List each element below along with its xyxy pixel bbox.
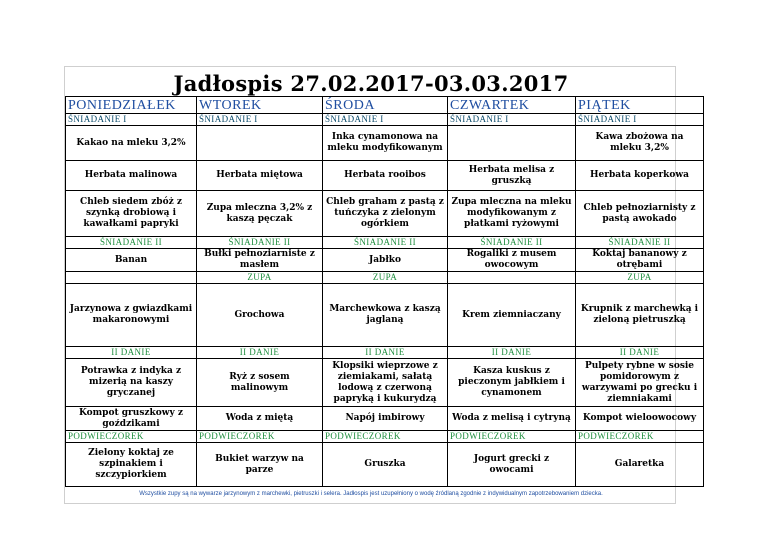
- meal-cell: Grochowa: [197, 284, 323, 347]
- section-label-afternoon-snack: PODWIECZOREK: [448, 431, 576, 443]
- meal-cell: Napój imbirowy: [323, 407, 448, 431]
- day-header-row: [66, 97, 704, 114]
- meal-cell: Chleb pełnoziarnisty z pastą awokado: [576, 191, 704, 237]
- section-label-afternoon-snack: PODWIECZOREK: [323, 431, 448, 443]
- section-label-soup: [66, 272, 197, 284]
- meal-cell: Kompot wieloowocowy: [576, 407, 704, 431]
- meal-cell: Ryż z sosem malinowym: [197, 359, 323, 407]
- meal-cell: Inka cynamonowa na mleku modyfikowanym: [323, 126, 448, 161]
- day-thursday: CZWARTEK: [448, 97, 576, 114]
- meal-cell: Chleb siedem zbóż z szynką drobiową i kawałkami papryki: [66, 191, 197, 237]
- meal-row: [66, 161, 704, 191]
- section-label-soup: ZUPA: [576, 272, 704, 284]
- meal-cell: Bułki pełnoziarniste z masłem: [197, 249, 323, 272]
- section-label-breakfast-1: ŚNIADANIE I: [576, 114, 704, 126]
- menu-page: [64, 66, 699, 504]
- meal-cell: Potrawka z indyka z mizerią na kaszy gryczanej: [66, 359, 197, 407]
- meal-cell: Koktaj bananowy z otrębami: [576, 249, 704, 272]
- meal-row: [66, 126, 704, 161]
- section-label-breakfast-2: ŚNIADANIE II: [448, 237, 576, 249]
- meal-cell: Zielony koktaj ze szpinakiem i szczypiorkiem: [66, 443, 197, 487]
- section-row-breakfast-2: [66, 237, 704, 249]
- section-row-afternoon-snack: [66, 431, 704, 443]
- section-label-breakfast-2: ŚNIADANIE II: [323, 237, 448, 249]
- section-label-breakfast-2: ŚNIADANIE II: [197, 237, 323, 249]
- day-wednesday: ŚRODA: [323, 97, 448, 114]
- section-label-main-course: II DANIE: [576, 347, 704, 359]
- section-row-main-course: [66, 347, 704, 359]
- meal-cell: Gruszka: [323, 443, 448, 487]
- meal-cell: Klopsiki wieprzowe z ziemiakami, sałatą lodową z czerwoną papryką i kukurydzą: [323, 359, 448, 407]
- meal-cell: Krupnik z marchewką i zieloną pietruszką: [576, 284, 704, 347]
- meal-cell: Herbata miętowa: [197, 161, 323, 191]
- meal-cell: Herbata malinowa: [66, 161, 197, 191]
- page-title: Jadłospis 27.02.2017-03.03.2017: [173, 71, 569, 96]
- section-label-soup: ZUPA: [197, 272, 323, 284]
- section-label-main-course: II DANIE: [66, 347, 197, 359]
- meal-cell: Rogaliki z musem owocowym: [448, 249, 576, 272]
- day-tuesday: WTOREK: [197, 97, 323, 114]
- meal-cell: Kasza kuskus z pieczonym jabłkiem i cynamonem: [448, 359, 576, 407]
- meal-cell: Herbata melisa z gruszką: [448, 161, 576, 191]
- section-label-afternoon-snack: PODWIECZOREK: [576, 431, 704, 443]
- meal-row: [66, 443, 704, 487]
- footer-note: Wszystkie zupy są na wywarze jarzynowym z marchewki, pietruszki i selera. Jadłospis jest uzupełniony o wodę źródlaną zgodnie z indywidualnym zapotrzebowaniem dziecka.: [139, 491, 603, 497]
- meal-cell: Galaretka: [576, 443, 704, 487]
- section-label-breakfast-2: ŚNIADANIE II: [66, 237, 197, 249]
- section-label-breakfast-1: ŚNIADANIE I: [448, 114, 576, 126]
- section-label-soup: [448, 272, 576, 284]
- meal-cell: Kompot gruszkowy z goździkami: [66, 407, 197, 431]
- meal-cell: Zupa mleczna 3,2% z kaszą pęczak: [197, 191, 323, 237]
- day-friday: PIĄTEK: [576, 97, 704, 114]
- section-row-soup: [66, 272, 704, 284]
- meal-cell: Jarzynowa z gwiazdkami makaronowymi: [66, 284, 197, 347]
- meal-cell: Pulpety rybne w sosie pomidorowym z warzywami po grecku i ziemniakami: [576, 359, 704, 407]
- meal-cell: Kawa zbożowa na mleku 3,2%: [576, 126, 704, 161]
- section-label-main-course: II DANIE: [323, 347, 448, 359]
- meal-cell: Herbata rooibos: [323, 161, 448, 191]
- day-monday: PONIEDZIAŁEK: [66, 97, 197, 114]
- meal-row: [66, 407, 704, 431]
- section-label-main-course: II DANIE: [197, 347, 323, 359]
- meal-cell: [197, 126, 323, 161]
- section-label-afternoon-snack: PODWIECZOREK: [66, 431, 197, 443]
- meal-cell: Krem ziemniaczany: [448, 284, 576, 347]
- meal-cell: Marchewkowa z kaszą jaglaną: [323, 284, 448, 347]
- section-label-breakfast-1: ŚNIADANIE I: [66, 114, 197, 126]
- section-label-soup: ZUPA: [323, 272, 448, 284]
- section-label-main-course: II DANIE: [448, 347, 576, 359]
- meal-row: [66, 249, 704, 272]
- section-label-breakfast-1: ŚNIADANIE I: [197, 114, 323, 126]
- section-row-breakfast-1: [66, 114, 704, 126]
- meal-cell: Jabłko: [323, 249, 448, 272]
- meal-cell: Kakao na mleku 3,2%: [66, 126, 197, 161]
- section-label-breakfast-1: ŚNIADANIE I: [323, 114, 448, 126]
- meal-cell: Banan: [66, 249, 197, 272]
- meal-cell: Woda z melisą i cytryną: [448, 407, 576, 431]
- meal-cell: Jogurt grecki z owocami: [448, 443, 576, 487]
- meal-row: [66, 284, 704, 347]
- section-label-breakfast-2: ŚNIADANIE II: [576, 237, 704, 249]
- meal-cell: Woda z miętą: [197, 407, 323, 431]
- meal-cell: Chleb graham z pastą z tuńczyka z zielonym ogórkiem: [323, 191, 448, 237]
- meal-row: [66, 359, 704, 407]
- meal-cell: Herbata koperkowa: [576, 161, 704, 191]
- meal-cell: Zupa mleczna na mleku modyfikowanym z płatkami ryżowymi: [448, 191, 576, 237]
- menu-table: [65, 96, 704, 487]
- meal-cell: Bukiet warzyw na parze: [197, 443, 323, 487]
- meal-cell: [448, 126, 576, 161]
- section-label-afternoon-snack: PODWIECZOREK: [197, 431, 323, 443]
- meal-row: [66, 191, 704, 237]
